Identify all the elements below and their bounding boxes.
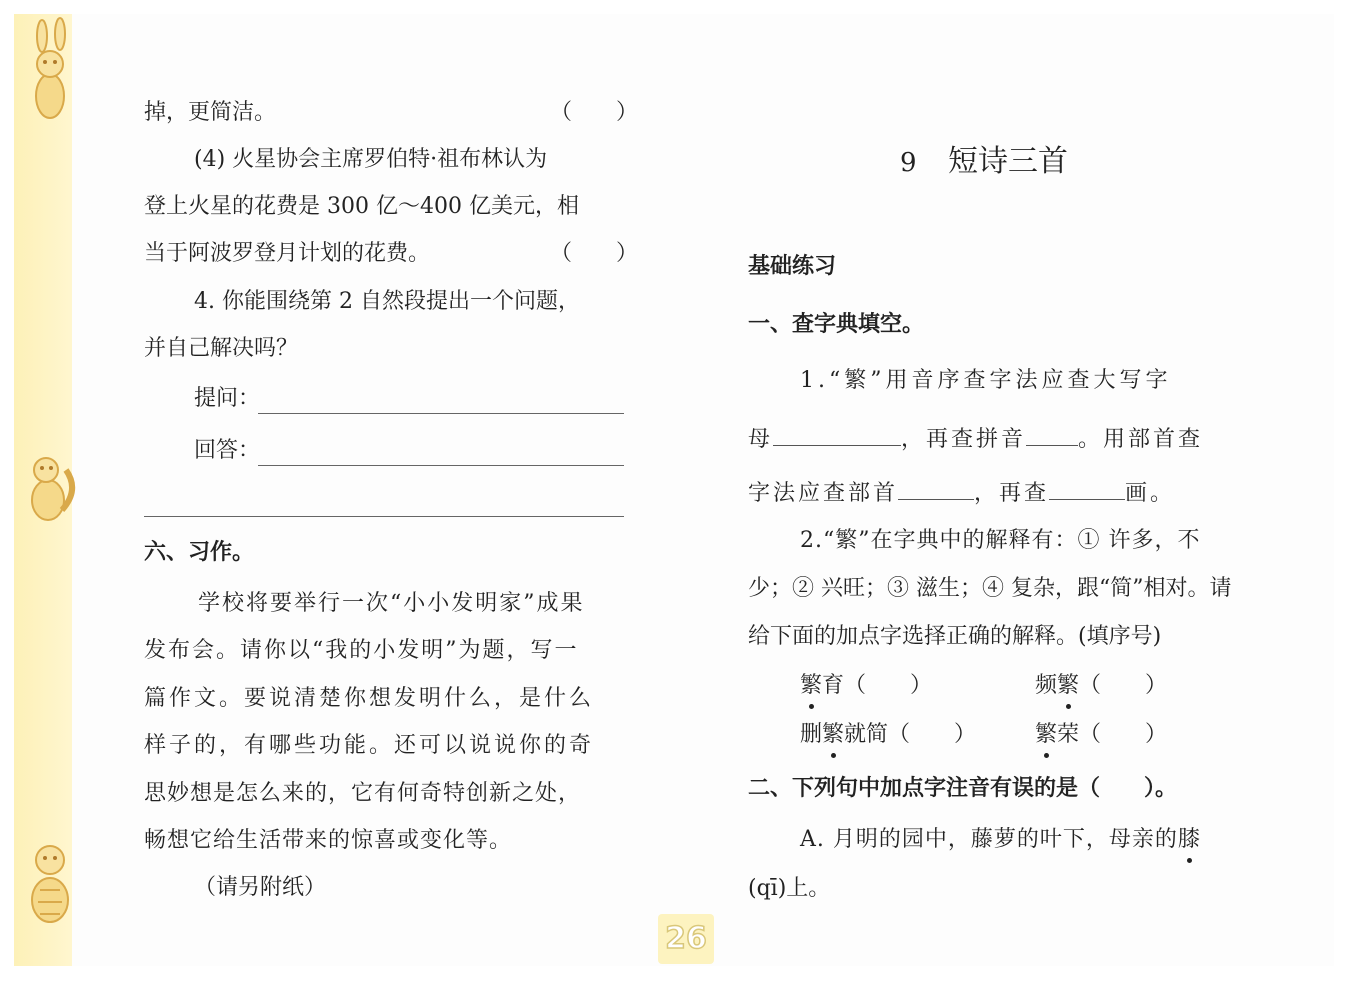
essay-text-line: 学校将要举行一次“小小发明家”成果	[198, 591, 585, 616]
word-item	[800, 720, 976, 750]
essay-text-line: 篇作文。要说清楚你想发明什么，是什么	[144, 686, 595, 711]
dotted-char: 膝	[1178, 825, 1201, 855]
word-item	[1035, 720, 1167, 750]
question-1-line	[748, 423, 1203, 455]
subheading: 基础练习	[748, 254, 837, 279]
text-fragment: 画。	[1125, 481, 1176, 506]
answer-label: 回答：	[194, 438, 261, 463]
essay-note: （请另附纸）	[194, 875, 327, 900]
text-fragment: 荣（ ）	[1057, 722, 1168, 747]
squirrel-illustration	[18, 440, 82, 560]
text-line: 掉，更简洁。	[144, 100, 277, 125]
section-1-title: 一、查字典填空。	[748, 312, 925, 337]
lesson-number: 9	[900, 148, 917, 178]
question-4-line: 登上火星的花费是 300 亿～400 亿美元，相	[144, 194, 579, 219]
tiger-illustration	[18, 820, 82, 940]
answer-parentheses: （ ）	[550, 100, 639, 125]
essay-text-line: 思妙想是怎么来的，它有何奇特创新之处，	[144, 781, 582, 806]
text-fragment: （ ）	[1079, 673, 1168, 698]
answer-answer-line[interactable]	[258, 465, 624, 466]
page-number: 26	[658, 914, 714, 964]
section-2-title: 二、下列句中加点字注音有误的是（ ）。	[748, 776, 1178, 801]
answer-parentheses: （ ）	[550, 241, 639, 266]
text-fragment: 母	[748, 427, 774, 452]
answer-blank[interactable]	[898, 477, 974, 500]
answer-blank[interactable]	[1026, 423, 1078, 446]
dotted-char: 繁	[822, 720, 844, 750]
text-fragment: 。用部首查	[1078, 427, 1204, 452]
lesson-title: 短诗三首	[948, 144, 1068, 179]
question-1-line: 1.“繁”用音序查字法应查大写字	[800, 368, 1172, 393]
option-a-line: (qī)上。	[748, 876, 831, 901]
option-a-line	[800, 825, 1201, 855]
ask-answer-line[interactable]	[258, 413, 624, 414]
essay-text-line: 样子的，有哪些功能。还可以说说你的奇	[144, 733, 595, 758]
answer-blank[interactable]	[773, 423, 901, 446]
text-fragment: 育（ ）	[822, 673, 933, 698]
answer-blank[interactable]	[1049, 477, 1125, 500]
question-text: 并自己解决吗？	[144, 336, 299, 361]
word-item	[800, 671, 932, 701]
essay-text-line: 发布会。请你以“我的小发明”为题，写一	[144, 638, 579, 663]
section-6-title: 六、习作。	[144, 540, 255, 565]
question-4-line: (4) 火星协会主席罗伯特·祖布林认为	[194, 147, 548, 172]
question-2-line: 少；② 兴旺；③ 滋生；④ 复杂，跟“简”相对。请	[748, 576, 1232, 601]
text-fragment: ，再查	[974, 481, 1050, 506]
question-2-line: 给下面的加点字选择正确的解释。(填序号)	[748, 624, 1162, 649]
question-4-line: 当于阿波罗登月计划的花费。	[144, 241, 431, 266]
text-fragment: 就简（ ）	[844, 722, 977, 747]
text-fragment: 字法应查部首	[748, 481, 899, 506]
text-fragment: 频	[1035, 673, 1058, 698]
ask-label: 提问：	[194, 386, 261, 411]
dotted-char: 繁	[1035, 720, 1057, 750]
extra-answer-line[interactable]	[144, 516, 624, 517]
essay-text-line: 畅想它给生活带来的惊喜或变化等。	[144, 828, 513, 853]
dotted-char: 繁	[1057, 671, 1079, 701]
question-2-line: 2.“繁”在字典中的解释有：① 许多，不	[800, 528, 1201, 553]
question-1-line	[748, 477, 1175, 509]
text-fragment: 删	[800, 722, 823, 747]
dotted-char: 繁	[800, 671, 822, 701]
text-fragment: ，再查拼音	[901, 427, 1027, 452]
question-text: 4. 你能围绕第 2 自然段提出一个问题，	[194, 289, 580, 314]
text-fragment: A. 月明的园中，藤萝的叶下，母亲的	[800, 827, 1178, 852]
rabbit-illustration	[18, 16, 82, 136]
word-item	[1035, 671, 1167, 701]
